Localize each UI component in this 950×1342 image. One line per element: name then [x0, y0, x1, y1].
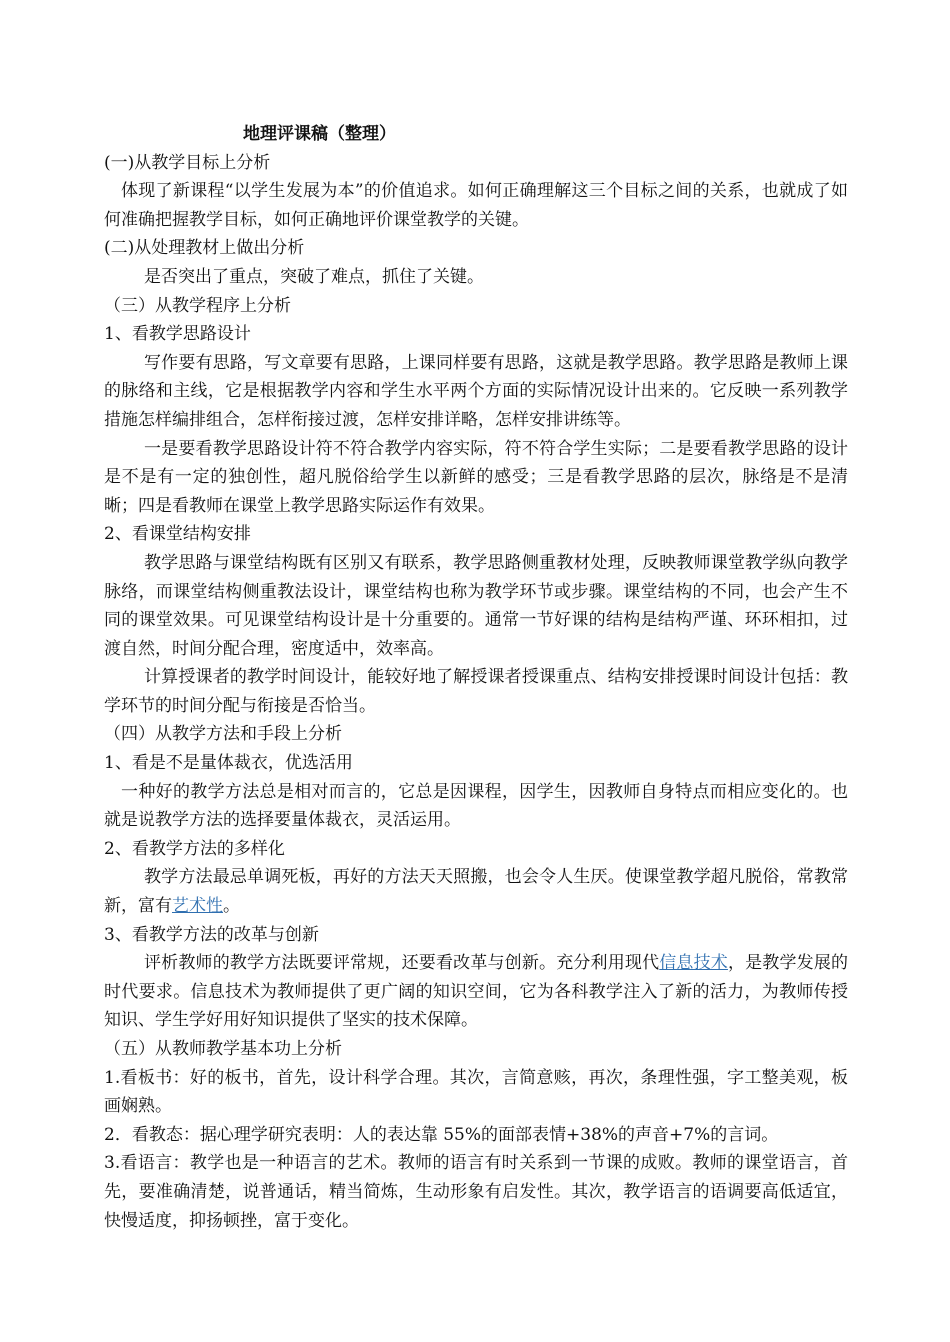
- paragraph-text: 评析教师的教学方法既要评常规，还要看改革与创新。充分利用现代: [144, 953, 660, 974]
- list-item: 1.看板书：好的板书，首先，设计科学合理。其次，言简意赅，再次，条理性强，字工整美观，板画娴熟。: [104, 1067, 848, 1117]
- section-heading-2: (二)从处理教材上做出分析: [104, 238, 305, 259]
- paragraph-text: ，是教学发展的时代要求。信息技术为教师提供了更广阔的知识空间，它为各科教学注入了新的活力，为教师传授知识、学生学好用好知识提供了坚实的技术保障。: [104, 953, 849, 1031]
- document-page: [104, 120, 848, 1235]
- paragraph: 是否突出了重点，突破了难点，抓住了关键。: [144, 266, 484, 287]
- paragraph-text: 教学方法最忌单调死板，再好的方法天天照搬，也会令人生厌。使课堂教学超凡脱俗，常教常新，富有: [104, 867, 848, 917]
- section-heading-5: （五）从教师教学基本功上分析: [104, 1039, 342, 1059]
- link-info-tech[interactable]: 信息技术: [659, 953, 728, 974]
- section-heading-4: （四）从教学方法和手段上分析: [104, 724, 342, 745]
- paragraph: 一是要看教学思路设计符不符合教学内容实际，符不符合学生实际；二是要看教学思路的设计是不是有一定的独创性，超凡脱俗给学生以新鲜的感受；三是看教学思路的层次，脉络是不是清晰；四是看教师在课堂上教学思路实际运作有效果。: [104, 438, 848, 516]
- paragraph: 教学思路与课堂结构既有区别又有联系，教学思路侧重教材处理，反映教师课堂教学纵向教学脉络，而课堂结构侧重教法设计，课堂结构也称为教学环节或步骤。课堂结构的不同，也会产生不同的课堂效果。可见课堂结构设计是十分重要的。通常一节好课的结构是结构严谨、环环相扣，过渡自然，时间分配合理，密度适中，效率高。: [104, 552, 848, 659]
- paragraph: 体现了新课程“以学生发展为本”的价值追求。如何正确理解这三个目标之间的关系，也就成了如何准确把握教学目标，如何正确地评价课堂教学的关键。: [104, 181, 848, 230]
- subheading: 2、看课堂结构安排: [104, 524, 251, 545]
- subheading: 2、看教学方法的多样化: [104, 838, 285, 859]
- subheading: 1、看是不是量体裁衣，优选活用: [104, 753, 353, 774]
- link-art[interactable]: 艺术性: [172, 896, 223, 917]
- subheading: 3、看教学方法的改革与创新: [104, 924, 319, 945]
- list-item: 3.看语言：教学也是一种语言的艺术。教师的语言有时关系到一节课的成败。教师的课堂语言，首先，要准确清楚，说普通话，精当简炼，生动形象有启发性。其次，教学语言的语调要高低适宜，快慢适度，抑扬顿挫，富于变化。: [104, 1153, 848, 1231]
- paragraph: [104, 863, 848, 920]
- document-title: 地理评课稿（整理）: [243, 124, 396, 144]
- list-item: 2．看教态：据心理学研究表明：人的表达靠 55%的面部表情+38%的声音+7%的言词。: [104, 1124, 779, 1145]
- section-heading-3: （三）从教学程序上分析: [104, 295, 291, 316]
- paragraph: [104, 949, 848, 1035]
- paragraph: 写作要有思路，写文章要有思路，上课同样要有思路，这就是教学思路。教学思路是教师上课的脉络和主线，它是根据教学内容和学生水平两个方面的实际情况设计出来的。它反映一系列教学措施怎样编排组合，怎样衔接过渡，怎样安排详略，怎样安排讲练等。: [104, 352, 848, 430]
- paragraph-text: 。: [223, 896, 240, 917]
- section-heading-1: (一)从教学目标上分析: [104, 152, 271, 173]
- paragraph: 一种好的教学方法总是相对而言的，它总是因课程，因学生，因教师自身特点而相应变化的。也就是说教学方法的选择要量体裁衣，灵活运用。: [104, 781, 848, 831]
- subheading: 1、看教学思路设计: [104, 324, 251, 345]
- paragraph: 计算授课者的教学时间设计，能较好地了解授课者授课重点、结构安排授课时间设计包括：教学环节的时间分配与衔接是否恰当。: [104, 667, 848, 716]
